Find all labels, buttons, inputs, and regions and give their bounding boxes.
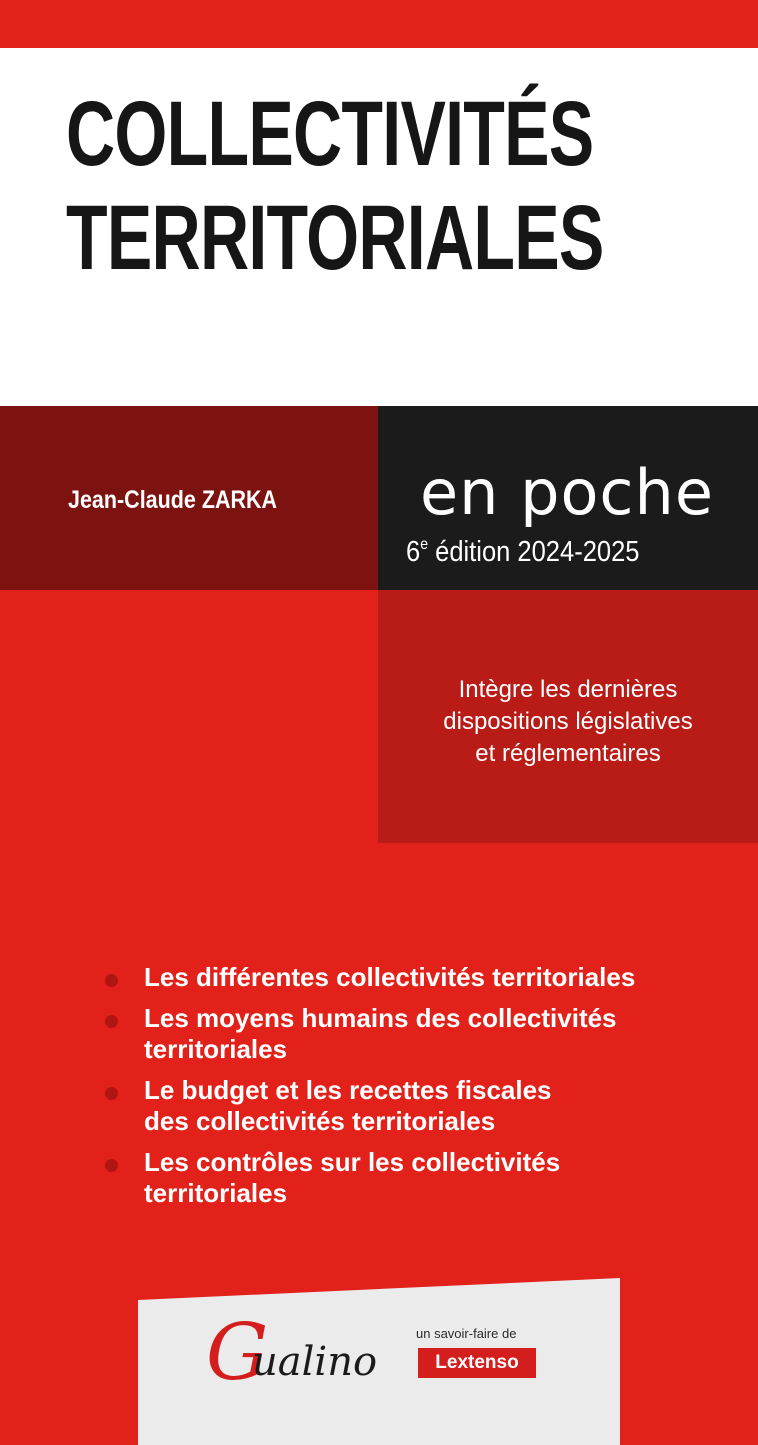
update-note — [388, 674, 748, 770]
title-line-1: COLLECTIVITÉS — [66, 83, 594, 185]
note-line-1: Intègre les dernières — [458, 676, 678, 703]
topic-line-1: Les contrôles sur les collectivités — [144, 1147, 561, 1177]
title-line-2: TERRITORIALES — [66, 187, 604, 289]
group-logo: Lextenso — [418, 1348, 536, 1378]
logo-word: ualino — [252, 1339, 378, 1385]
topic-item — [102, 1003, 742, 1065]
topic-line-1: Les moyens humains des collectivités — [144, 1003, 617, 1033]
topic-item — [102, 962, 742, 993]
topic-item — [102, 1075, 742, 1137]
book-title — [66, 82, 604, 290]
author-name: Jean-Claude ZARKA — [68, 486, 278, 514]
topic-line-2: territoriales — [144, 1178, 288, 1208]
note-line-3: et réglementaires — [475, 740, 661, 767]
bullet-icon — [105, 974, 118, 987]
publisher-tagline: un savoir-faire de — [416, 1326, 517, 1341]
series-name: en poche — [420, 456, 714, 529]
topic-line-1: Le budget et les recettes fiscales — [144, 1075, 552, 1105]
top-red-strip — [0, 0, 758, 48]
publisher-logo — [206, 1308, 546, 1398]
edition-number: 6 — [406, 536, 421, 568]
edition-text: édition 2024-2025 — [428, 536, 640, 568]
bullet-icon — [105, 1159, 118, 1172]
bullet-icon — [105, 1015, 118, 1028]
edition-label — [406, 536, 639, 569]
bullet-icon — [105, 1087, 118, 1100]
logo-initial: G — [206, 1308, 269, 1398]
topic-item — [102, 1147, 742, 1209]
topic-list — [102, 962, 742, 1219]
note-line-2: dispositions législatives — [443, 708, 693, 735]
topic-line-2: des collectivités territoriales — [144, 1106, 496, 1136]
topic-line-1: Les différentes collectivités territoriales — [144, 962, 636, 992]
edition-superscript: e — [420, 536, 429, 553]
topic-line-2: territoriales — [144, 1034, 288, 1064]
